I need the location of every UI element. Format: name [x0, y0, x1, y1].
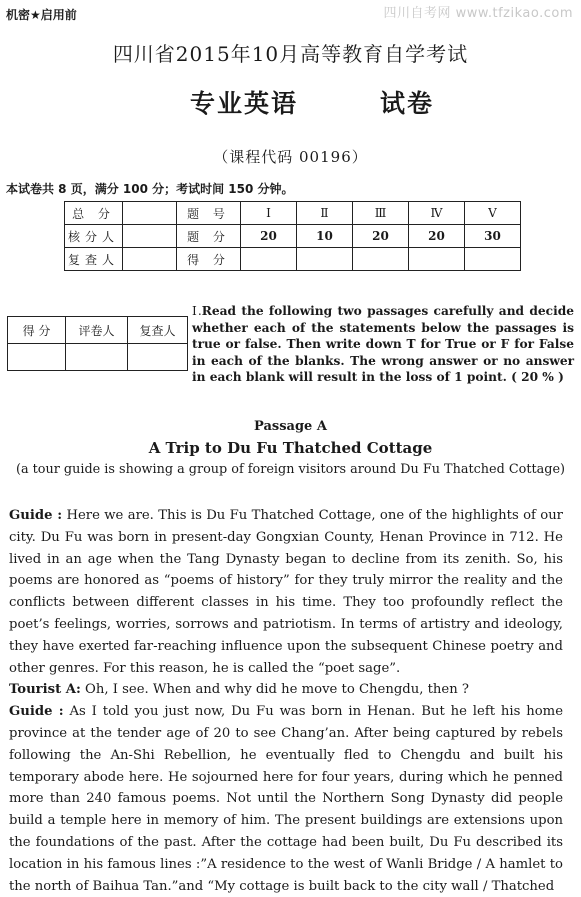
- dialogue-text: Here we are. This is Du Fu Thatched Cottage, one of the highlights of our city. Du Fu was born in present-day Gongxian County, Henan Province in 712. He lived in an age when the Tang Dynasty began to decline from its zenith. So, his poems are honored as “poems of history” for they truly mirror the reality and the conflicts between different classes in his time. They too profoundly reflect the poet’s feelings, worries, sorrows and patriotism. In terms of artistry and ideology, they have exerted far-reaching influence upon the subsequent Chinese poetry and other genres. For this reason, he is called the “poet sage”.: [9, 508, 563, 676]
- grader-table: [7, 316, 188, 371]
- passage-label: Passage A: [254, 419, 327, 434]
- passage-subtitle: (a tour guide is showing a group of foreign visitors around Du Fu Thatched Cottage): [15, 462, 566, 477]
- question-number-cell: Ⅳ: [409, 202, 465, 225]
- dialogue-paragraph: [9, 679, 563, 701]
- score-obtained-label: 得 分: [177, 248, 241, 271]
- score-entry-cell: [8, 344, 66, 371]
- score-row-total: [65, 202, 521, 225]
- dialogue-text: As I told you just now, Du Fu was born in Henan. But he left his home province at the tender age of 20 to see Chang’an. After being captured by rebels following the An-Shi Rebellion, he eventually fled to Chengdu and built his temporary abode here. He sojourned here for four years, during which he penned more than 240 famous poems. Not until the Northern Song Dynasty did people build a temple here in memory of him. The present buildings are extensions upon the foundations of the past. After the cottage had been built, Du Fu described its location in his famous lines :”A residence to the west of Wanli Bridge / A hamlet to the north of Baihua Tan.”and “My cottage is built back to the city wall / Thatched: [9, 704, 563, 894]
- section-points: ( 20 % ): [511, 370, 564, 385]
- section-number: Ⅰ.: [192, 304, 202, 318]
- question-points-label: 题 分: [177, 225, 241, 248]
- score-obtained-cell: [353, 248, 409, 271]
- section-instruction: [192, 303, 574, 386]
- score-obtained-cell: [241, 248, 297, 271]
- exam-info: 本试卷共 8 页，满分 100 分；考试时间 150 分钟。: [6, 182, 294, 196]
- passage-title: A Trip to Du Fu Thatched Cottage: [148, 439, 433, 457]
- passage-body: [9, 505, 563, 897]
- score-row-reviewer: [65, 248, 521, 271]
- checker-value-cell: [123, 225, 177, 248]
- score-obtained-cell: [409, 248, 465, 271]
- subject-title: 专业英语: [190, 89, 299, 118]
- question-points-cell: 20: [241, 225, 297, 248]
- reviewer-value-cell: [123, 248, 177, 271]
- instruction-text: Read the following two passages carefully and decide whether each of the statements below the passages is true or false. Then write down T for True or F for False in each of the blanks. The wrong answer or no answer in each blank will result in the loss of 1 point.: [192, 304, 574, 385]
- grader-entry-cell: [66, 344, 128, 371]
- question-points-cell: 20: [353, 225, 409, 248]
- speaker-label: Guide :: [9, 508, 63, 523]
- reviewer-entry-cell: [128, 344, 188, 371]
- grader-header: 评卷人: [66, 317, 128, 344]
- reviewer-label: 复查人: [65, 248, 123, 271]
- speaker-label: Tourist A:: [9, 682, 81, 698]
- question-number-label: 题 号: [177, 202, 241, 225]
- score-header: 得 分: [8, 317, 66, 344]
- score-row-checker: [65, 225, 521, 248]
- confidential-mark: 机密★启用前: [6, 8, 77, 22]
- grader-entry-row: [8, 344, 188, 371]
- question-number-cell: Ⅴ: [465, 202, 521, 225]
- score-table: [64, 201, 521, 271]
- question-points-cell: 30: [465, 225, 521, 248]
- total-value-cell: [123, 202, 177, 225]
- question-number-cell: Ⅲ: [353, 202, 409, 225]
- speaker-label: Guide :: [9, 704, 64, 720]
- question-points-cell: 10: [297, 225, 353, 248]
- reviewer-header: 复查人: [128, 317, 188, 344]
- question-points-cell: 20: [409, 225, 465, 248]
- dialogue-paragraph: [9, 505, 563, 679]
- dialogue-text: Oh, I see. When and why did he move to Chengdu, then ?: [80, 682, 469, 698]
- score-obtained-cell: [297, 248, 353, 271]
- site-watermark: 四川自考网 www.tfzikao.com: [383, 6, 573, 21]
- course-code: （课程代码 00196）: [213, 148, 368, 166]
- dialogue-paragraph: [9, 701, 563, 897]
- exam-title: 四川省2015年10月高等教育自学考试: [112, 42, 469, 66]
- question-number-cell: Ⅱ: [297, 202, 353, 225]
- score-obtained-cell: [465, 248, 521, 271]
- checker-label: 核分人: [65, 225, 123, 248]
- total-label: 总 分: [65, 202, 123, 225]
- question-number-cell: Ⅰ: [241, 202, 297, 225]
- paper-word: 试卷: [380, 89, 435, 118]
- grader-header-row: [8, 317, 188, 344]
